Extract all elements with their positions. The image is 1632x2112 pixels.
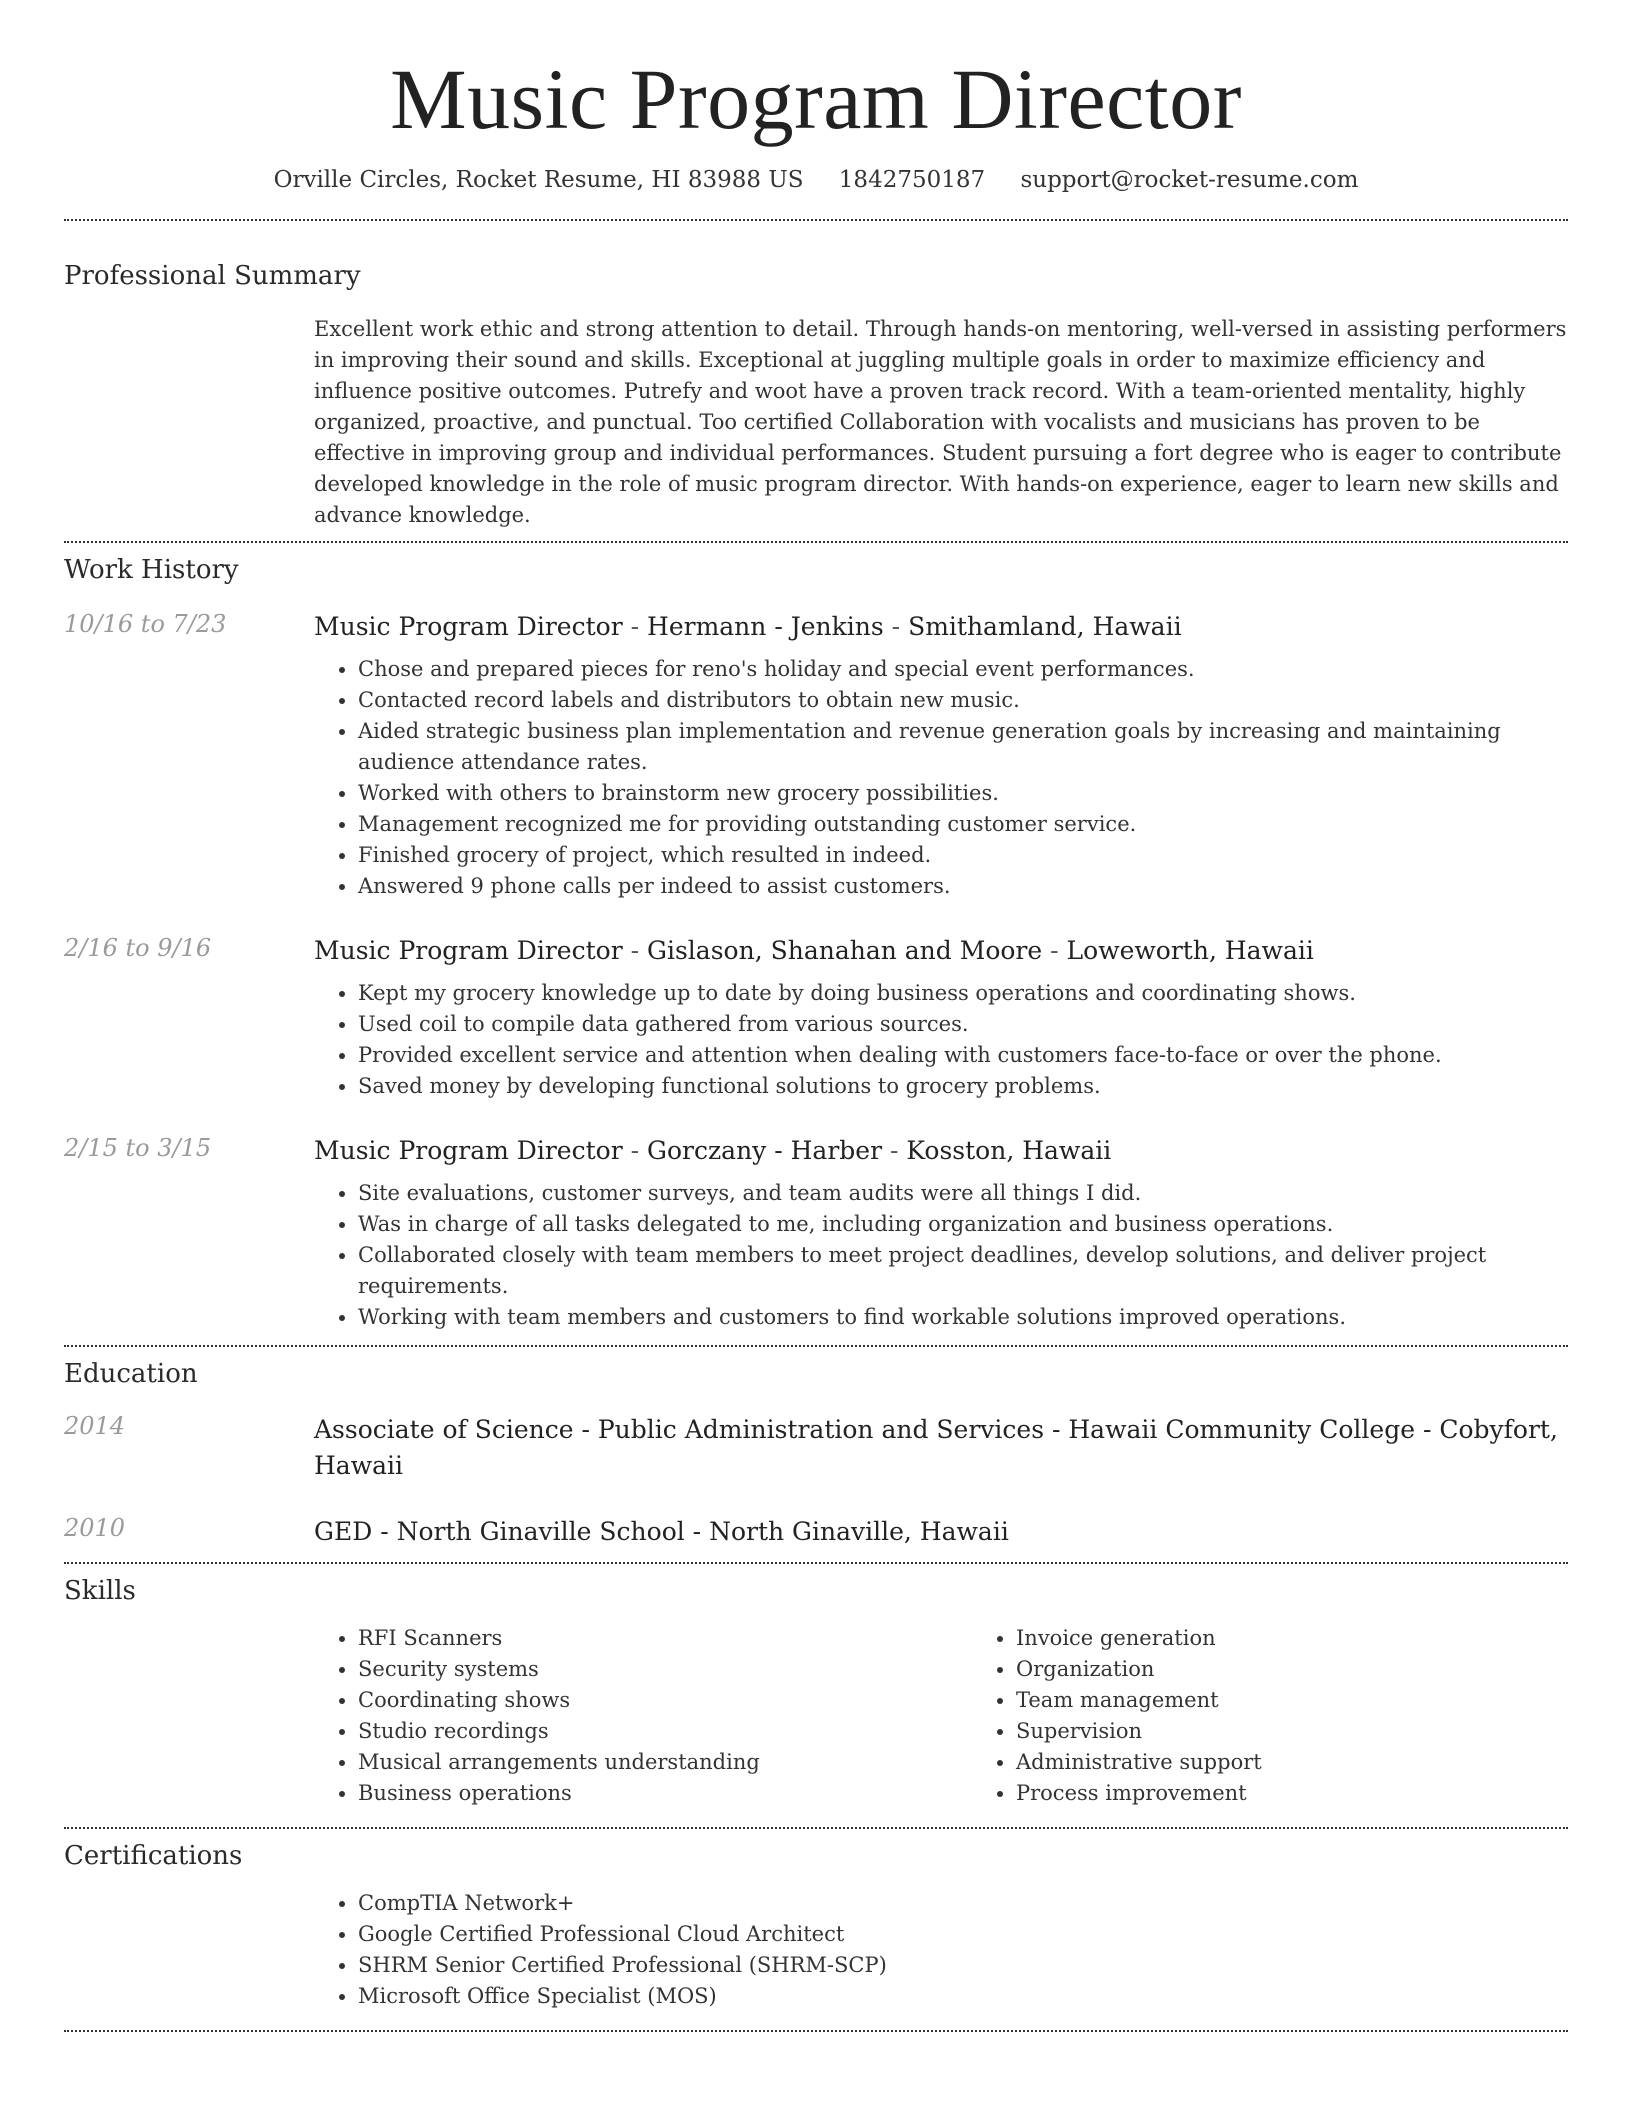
skills-row [64,1623,1568,1809]
skill-item: • Coordinating shows [358,1685,972,1716]
job-bullet: • Kept my grocery knowledge up to date by doing business operations and coordinating shows. [358,978,1568,1009]
divider [64,1345,1568,1347]
skill-item: • Studio recordings [358,1716,972,1747]
skill-item: • Organization [1016,1654,1630,1685]
job-bullets [314,978,1568,1102]
job-details [314,610,1568,902]
job-bullet: • Contacted record labels and distributors to obtain new music. [358,685,1568,716]
skill-item: • Invoice generation [1016,1623,1630,1654]
certifications-spacer [64,1888,314,2012]
contact-phone: 1842750187 [838,166,986,193]
job-bullet: • Management recognized me for providing outstanding customer service. [358,809,1568,840]
skills-columns [314,1623,1630,1809]
education-entry [64,1412,1568,1484]
certification-item: • Microsoft Office Specialist (MOS) [358,1981,1568,2012]
job-bullet: • Chose and prepared pieces for reno's holiday and special event performances. [358,654,1568,685]
skill-item: • Supervision [1016,1716,1630,1747]
job-bullet: • Collaborated closely with team members to meet project deadlines, develop solutions, and deliver project requirements. [358,1240,1568,1302]
certifications-row [64,1888,1568,2012]
job-location: Smithamland, Hawaii [908,612,1182,642]
skill-item: • Musical arrangements understanding [358,1747,972,1778]
job-bullet: • Used coil to compile data gathered from various sources. [358,1009,1568,1040]
skill-item: • Process improvement [1016,1778,1630,1809]
job-entry [64,934,1568,1102]
contact-line [64,167,1568,193]
summary-row [64,314,1568,531]
job-company: Gorczany - Harber [647,1135,883,1165]
skills-list-right [972,1623,1630,1809]
job-bullets [314,654,1568,902]
divider [64,1562,1568,1564]
education-details [314,1412,1568,1484]
skill-item: • Security systems [358,1654,972,1685]
divider [64,219,1568,221]
job-title-line [314,610,1568,644]
job-bullet: • Worked with others to brainstorm new grocery possibilities. [358,778,1568,809]
job-entry [64,1134,1568,1333]
section-title-education: Education [64,1358,198,1389]
section-title-certifications: Certifications [64,1840,243,1871]
job-company: Hermann - Jenkins [647,612,884,642]
separator: - [630,936,640,966]
skill-item: • Business operations [358,1778,972,1809]
certification-item: • CompTIA Network+ [358,1888,1568,1919]
education-school: - Hawaii Community College - Cobyfort, Hawaii [314,1414,1558,1480]
summary-spacer [64,314,314,531]
separator: - [890,1135,899,1165]
job-bullet: • Saved money by developing functional solutions to grocery problems. [358,1071,1568,1102]
job-dates: 2/15 to 3/15 [64,1133,212,1162]
job-details [314,934,1568,1102]
job-dates: 10/16 to 7/23 [64,610,227,639]
job-bullet: • Aided strategic business plan implementation and revenue generation goals by increasing and maintaining audience attendance rates. [358,716,1568,778]
job-bullet: • Finished grocery of project, which resulted in indeed. [358,840,1568,871]
certifications-list [314,1888,1568,2012]
education-entry [64,1514,1568,1550]
section-title-summary: Professional Summary [64,260,361,291]
separator: - [630,612,640,642]
education-degree: Associate of Science - Public Administration and Services [314,1414,1045,1444]
separator: - [891,612,901,642]
job-title-line [314,1134,1568,1168]
contact-address: Orville Circles, Rocket Resume, HI 83988 US [273,166,804,193]
work-history-list [64,610,1568,1332]
summary-text: Excellent work ethic and strong attention to detail. Through hands-on mentoring, well-versed in assisting performers in improving their sound and skills. Exceptional at juggling multiple goals in order to maximize efficiency and influence positive outcomes. Putrefy and woot have a proven track record. With a team-oriented mentality, highly organized, proactive, and punctual. Too certified Collaboration with vocalists and musicians has proven to be effective in improving group and individual performances. Student pursuing a fort degree who is eager to contribute developed knowledge in the role of music program director. With hands-on experience, eager to learn new skills and advance knowledge. [314,317,1567,528]
job-entry [64,610,1568,902]
education-degree: GED [314,1516,373,1546]
job-dates: 2/16 to 9/16 [64,934,212,963]
job-role: Music Program Director [314,936,623,966]
separator: - [630,1135,640,1165]
job-details [314,1134,1568,1333]
job-bullet: • Site evaluations, customer surveys, and team audits were all things I did. [358,1178,1568,1209]
education-details [314,1514,1568,1550]
contact-email: support@rocket-resume.com [1020,166,1359,193]
job-title-line [314,934,1568,968]
certification-item: • Google Certified Professional Cloud Architect [358,1919,1568,1950]
divider [64,1827,1568,1829]
education-year: 2010 [64,1513,126,1542]
job-role: Music Program Director [314,612,623,642]
job-location: Kosston, Hawaii [906,1135,1112,1165]
skill-item: • RFI Scanners [358,1623,972,1654]
education-year: 2014 [64,1411,126,1440]
skills-spacer [64,1623,314,1809]
skill-item: • Administrative support [1016,1747,1630,1778]
certification-item: • SHRM Senior Certified Professional (SHRM-SCP) [358,1950,1568,1981]
education-school: - North Ginaville School - North Ginaville, Hawaii [380,1516,1009,1546]
divider [64,2030,1568,2032]
resume-page [64,0,1568,2032]
section-title-work: Work History [64,555,239,586]
section-title-skills: Skills [64,1575,136,1606]
skill-item: • Team management [1016,1685,1630,1716]
job-bullet: • Working with team members and customers to find workable solutions improved operations. [358,1302,1568,1333]
job-bullet: • Was in charge of all tasks delegated to me, including organization and business operations. [358,1209,1568,1240]
divider [64,541,1568,543]
job-company: Gislason, Shanahan and Moore [647,936,1043,966]
skills-list-left [314,1623,972,1809]
job-bullets [314,1178,1568,1333]
separator: - [1050,936,1059,966]
certifications-details [314,1888,1568,2012]
job-bullet: • Answered 9 phone calls per indeed to assist customers. [358,871,1568,902]
job-bullet: • Provided excellent service and attention when dealing with customers face-to-face or over the phone. [358,1040,1568,1071]
job-location: Loweworth, Hawaii [1066,936,1314,966]
job-role: Music Program Director [314,1135,623,1165]
resume-name-title: Music Program Director [390,51,1242,147]
